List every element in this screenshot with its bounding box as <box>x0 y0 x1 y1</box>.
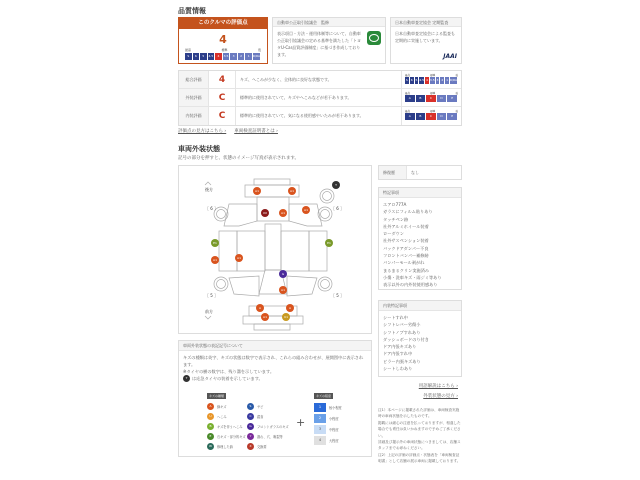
damage-size-item: 1 極小程度 <box>314 403 342 412</box>
note-item: 社外アルミホイール装着 <box>383 223 429 229</box>
scale-cell: 4.5 <box>208 54 214 58</box>
damage-type-icon: W <box>207 443 214 450</box>
damage-marker[interactable]: A1 <box>253 187 261 195</box>
score-guide-link[interactable]: 評価点の見方はこちら › <box>178 129 227 134</box>
scale-cell: 4 <box>215 53 223 60</box>
damage-type-icon: U <box>207 413 214 420</box>
tire-depth-right-rear: ［ 5 ］ <box>331 293 345 298</box>
scale-cell: D <box>437 113 448 120</box>
rating-row <box>179 107 461 125</box>
damage-marker[interactable]: E1 <box>325 239 333 247</box>
scale-cell: 6 <box>410 78 413 82</box>
damage-type-item: U へこみ <box>207 413 227 420</box>
damage-type-item: C 腐食 <box>247 413 263 420</box>
spare-tire-icon: T <box>183 375 190 382</box>
rating-desc: 標準的に使用されていて、キズやへこみなどが若干あります。 <box>235 89 401 106</box>
legend-header: 車両外装状態の表記記号について <box>179 341 371 351</box>
damage-size-item: 4 大程度 <box>314 436 339 445</box>
special-notes-list <box>379 198 461 292</box>
damage-size-icon: 1 <box>314 403 326 412</box>
damage-marker[interactable]: U1 <box>283 315 289 319</box>
scale-cell: 5 <box>415 78 418 82</box>
damage-marker[interactable]: T <box>332 181 340 189</box>
damage-type-icon: B <box>207 423 214 430</box>
glossary-link[interactable]: 用語解説はこちら › <box>418 384 458 389</box>
scale-cell: 4.5 <box>419 78 425 82</box>
quality-section-title: 品質情報 <box>178 7 206 15</box>
note-item: ピラー内張キズあり <box>383 358 421 364</box>
score-card <box>178 17 268 64</box>
note-item: ガラスにフィルム貼りあり <box>383 209 433 215</box>
interior-notes-panel <box>378 300 462 377</box>
note-item: 小傷・洗車キズ・雨ジミ等あり <box>383 274 442 280</box>
damage-marker[interactable]: A <box>286 304 294 312</box>
tire-depth-right-front: ［ 6 ］ <box>331 206 345 211</box>
front-label: 前方 <box>205 309 213 314</box>
note-item: バックドアダンパー不良 <box>383 245 429 251</box>
rear-label: 後方 <box>205 187 213 192</box>
scale-cell: B <box>416 95 427 102</box>
scale-cell: E <box>447 95 458 102</box>
car-diagram <box>178 165 372 334</box>
footnote: 詳細及び掲示外の車両状態につきましては、店舗スタッフまでお尋ねください。 <box>378 440 461 451</box>
quality-links <box>178 128 278 134</box>
tire-depth-left-front: ［ 6 ］ <box>205 206 219 211</box>
scale-cell: B <box>416 113 427 120</box>
note-item: バンパーモール剥がれ <box>383 260 425 266</box>
note-item: シフトレバー劣傷小 <box>383 322 421 328</box>
score-scale-labels: 最高 標準 低 <box>185 48 261 52</box>
damage-type-icon: E <box>207 433 214 440</box>
note-item: ダッシュボードのり付き <box>383 336 429 342</box>
scale-cell: 5 <box>200 53 208 60</box>
damage-marker[interactable]: A <box>256 304 264 312</box>
rating-desc: 標準的に使用されていて、気になる使用感やいたみが若干あります。 <box>235 107 401 125</box>
special-notes-header: 特記事項 <box>379 188 461 198</box>
damage-marker[interactable]: G <box>279 270 287 278</box>
damage-marker[interactable]: A1 <box>279 209 287 217</box>
scale-cell: R/RA <box>449 78 458 82</box>
aisin-card-header: 自動車公正取引協議会 監修 <box>273 18 385 27</box>
note-item: 社外サスペンション装着 <box>383 238 429 244</box>
plus-sign: + <box>296 416 306 429</box>
jaai-logo: JAAI <box>443 53 457 60</box>
damage-type-icon: X <box>247 443 254 450</box>
damage-type-icon: C <box>247 413 254 420</box>
aisin-card <box>272 17 386 64</box>
note-item: 表示以外の内外装使用感あり <box>383 282 438 288</box>
note-item: ドア内張すれ中 <box>383 351 413 357</box>
repair-history-label: 修復歴 <box>379 166 407 179</box>
scale-cell: 6 <box>193 53 201 60</box>
interior-notes-header: 内装特記事項 <box>379 301 461 311</box>
exterior-guide-link[interactable]: 外装状態の見方 › <box>423 394 458 399</box>
damage-type-item: A 線キズ <box>207 403 227 410</box>
damage-type-item: S サビ <box>247 403 263 410</box>
rating-table <box>178 70 462 126</box>
note-item: タッチペン跡 <box>383 216 409 222</box>
legend-line-1: キズの種類は英字、キズの状態は数字で表示され、これらの組み合わせが、展開図中に表示されます。 <box>183 355 364 367</box>
scale-cell: C <box>426 113 437 120</box>
damage-size-item: 2 小程度 <box>314 414 339 423</box>
scale-cell: 3.5 <box>429 78 435 82</box>
rating-value: C <box>218 92 226 103</box>
rating-desc: キズ、へこみが少なく、全体的に良好な状態です。 <box>235 71 401 88</box>
score-value: 4 <box>219 33 227 46</box>
jaai-card <box>390 17 462 64</box>
legend-box <box>178 340 372 457</box>
note-item: シートすれ中 <box>383 315 408 320</box>
scale-cell: A <box>405 113 416 120</box>
damage-type-item: Y 割れ、穴、亀裂等 <box>247 433 283 440</box>
scale-cell: 3 <box>436 78 439 82</box>
damage-size-icon: 2 <box>314 414 326 423</box>
note-item: シートしわあり <box>383 366 413 372</box>
damage-type-item: G フロントガラスのキズ <box>247 423 289 430</box>
footnote: 注1）本ページに掲載された評価は、車両検査実施時の車両状態を示したものです。 <box>378 408 460 419</box>
note-item: フロントバンパー補修跡 <box>383 253 429 259</box>
damage-marker[interactable]: A1 <box>261 313 269 321</box>
damage-type-item: W 修理した跡 <box>207 443 233 450</box>
repair-history <box>378 165 462 180</box>
scale-cell: R/RA <box>252 54 261 58</box>
rating-row <box>179 71 461 89</box>
rating-row <box>179 89 461 107</box>
rating-scale: 最高 標準 低 A B C D E <box>401 89 461 106</box>
scale-cell: 1 <box>245 53 253 60</box>
rating-value: C <box>218 111 226 121</box>
special-notes-panel <box>378 187 462 290</box>
damage-marker[interactable]: A1 <box>302 206 310 214</box>
damage-marker[interactable]: E1 <box>211 239 219 247</box>
damage-marker[interactable]: A1 <box>288 187 296 195</box>
damage-type-item: E 石キズ・部分的キズ <box>207 433 246 440</box>
scale-cell: 1 <box>446 78 448 82</box>
scale-cell: 2 <box>441 78 444 82</box>
damage-size-icon: 3 <box>314 425 326 434</box>
scale-cell: 2 <box>238 53 246 60</box>
aisin-card-body: 表示項目・方法・運用体制等について、自動車公正取引協議会の定める基準を満たした「トヨタU-Car品質評価制度」に基づき作成しております。 <box>277 31 361 57</box>
score-scale <box>185 53 261 60</box>
legend-line-2: ※タイヤの横の数字は、残り溝を示しています。 <box>183 369 275 374</box>
footnote: 注2）上記の評価の評価点・状態表を「車両検査証明書」として店舗の展示車両に掲載しております。 <box>378 452 461 464</box>
damage-size-icon: 4 <box>314 436 326 445</box>
damage-type-icon: Y <box>247 433 254 440</box>
exterior-section-title: 車両外装状態 <box>178 145 220 153</box>
jaai-card-header: 日本自動車査定協会 定期監査 <box>391 18 461 27</box>
inspection-cert-link[interactable]: 車両検査証明書とは › <box>234 129 278 134</box>
damage-marker[interactable]: XX <box>262 211 268 215</box>
scale-cell: D <box>437 95 448 102</box>
scale-cell: E <box>447 113 458 120</box>
jaai-card-body: 日本自動車査定協会による監査も定期的に実施しています。 <box>395 31 455 43</box>
scale-cell: A <box>405 95 416 102</box>
footnotes <box>378 407 462 465</box>
rating-label: 内装評価 <box>179 107 209 125</box>
note-item: ローダウン <box>383 231 404 237</box>
rating-scale: 最高 標準 低 A B C D E <box>401 107 461 125</box>
rating-scale: 最高 標準 低 S 6 5 4.5 4 3.5 3 2 1 R/RA <box>401 71 461 88</box>
scale-cell: 4 <box>426 78 428 82</box>
fair-trade-logo-icon <box>367 31 381 45</box>
damage-marker[interactable]: A1 <box>235 254 243 262</box>
rating-value: 4 <box>218 74 226 85</box>
damage-marker[interactable]: A1 <box>279 286 287 294</box>
damage-type-icon: S <box>247 403 254 410</box>
scale-cell: C <box>426 95 437 102</box>
scale-cell: 3.5 <box>223 54 229 58</box>
damage-size-item: 3 中程度 <box>314 425 339 434</box>
damage-type-item: X 交換要 <box>247 443 267 450</box>
damage-type-item: B キズを伴うへこみ <box>207 423 242 430</box>
damage-size-header: キズの程度 <box>316 394 331 398</box>
damage-marker[interactable]: A1 <box>211 256 219 264</box>
score-card-header: このクルマの評価点 <box>179 18 267 29</box>
scale-cell: 3 <box>230 53 238 60</box>
rating-label: 外装評価 <box>179 89 209 106</box>
scale-cell: S <box>405 78 408 82</box>
note-item: ドア内張キズあり <box>383 344 417 350</box>
footnote: 掲載には細心の注意を払っておりますが、相違した場合でも責任は負いかねますので予めご了承ください。 <box>378 420 461 438</box>
note-item: シフトノブすれあり <box>383 329 421 335</box>
note-item: エアロ777A <box>383 202 407 207</box>
interior-notes-list <box>379 311 461 375</box>
note-item: まるまるクリン実施済み <box>383 267 430 273</box>
scale-cell: S <box>185 53 193 60</box>
repair-history-value: なし <box>411 170 419 175</box>
exterior-subtitle: 記号の部分を押すと、状態のイメージ写真が表示されます。 <box>178 156 300 161</box>
rating-label: 総合評価 <box>179 71 209 88</box>
damage-type-icon: A <box>207 403 214 410</box>
damage-type-header: キズの種類 <box>209 394 224 398</box>
tire-depth-left-rear: ［ 5 ］ <box>205 293 219 298</box>
damage-type-icon: G <box>247 423 254 430</box>
legend-line-3: は応急タイヤの装着を示しています。 <box>192 376 263 381</box>
